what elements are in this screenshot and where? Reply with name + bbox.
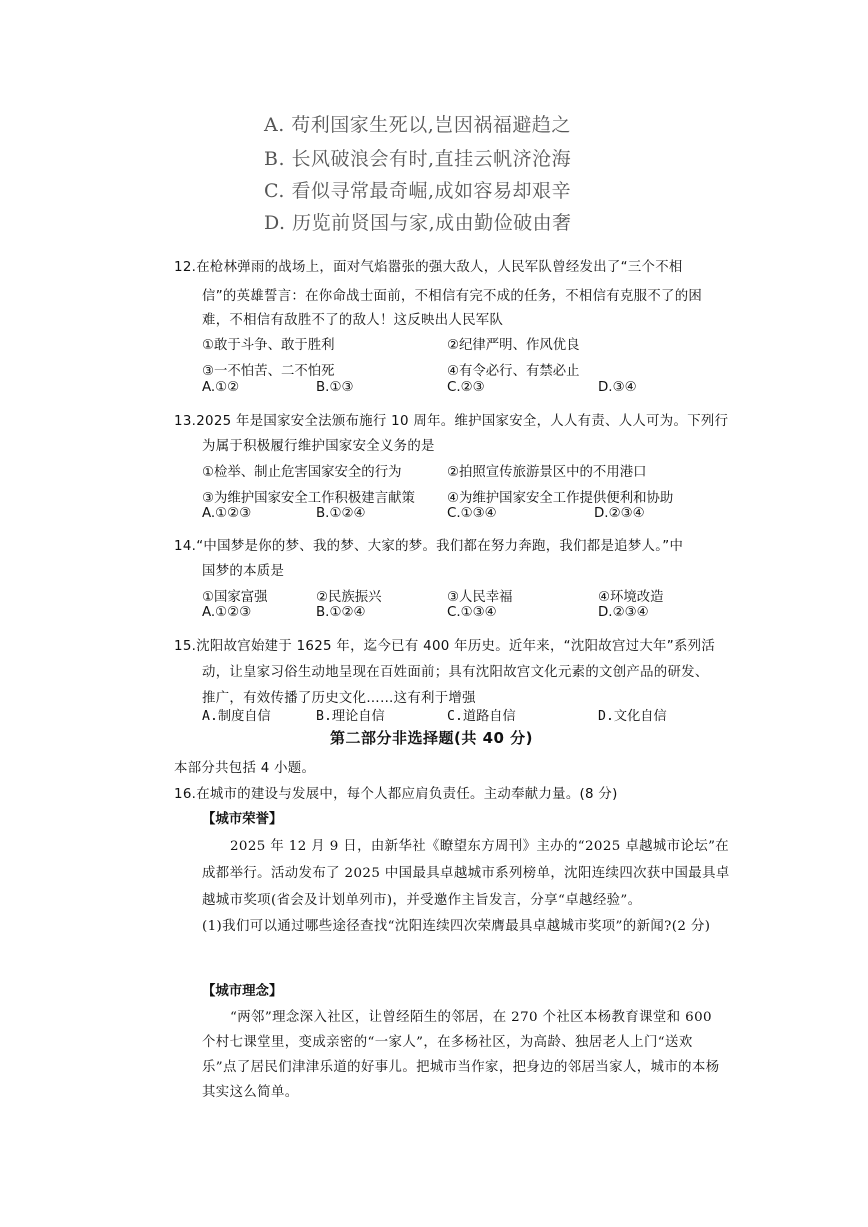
q16-para1-line1: 2025 年 12 月 9 日，由新华社《瞭望东方周刊》主办的“2025 卓越城市论坛”在: [230, 839, 730, 854]
q12-choice-c: C.②③: [447, 380, 485, 395]
q14-choice-b: B.①②④: [316, 605, 366, 620]
q13-choice-c: C.①③④: [447, 506, 497, 521]
part2-note: 本部分共包括 4 小题。: [174, 761, 316, 776]
q15-choice-d: D.文化自信: [598, 709, 667, 724]
part2-title: 第二部分非选择题(共 40 分): [330, 729, 534, 747]
q12-item-3: ③一不怕苦、二不怕死: [202, 364, 335, 379]
q14-stem-line1: 14.“中国梦是你的梦、我的梦、大家的梦。我们都在努力奔跑，我们都是追梦人。”中: [174, 539, 684, 554]
q14-choice-c: C.①③④: [447, 605, 497, 620]
q11-option-b: B. 长风破浪会有时,直挂云帆济沧海: [264, 148, 572, 170]
q14-item-1: ①国家富强: [202, 590, 268, 605]
q13-stem-line2: 为属于积极履行维护国家安全义务的是: [202, 439, 435, 454]
q14-item-4: ④环境改造: [598, 590, 664, 605]
q13-item-4: ④为维护国家安全工作提供便利和协助: [447, 491, 674, 506]
q12-item-4: ④有令必行、有禁必止: [447, 364, 580, 379]
q16-heading-city-honor: 【城市荣誉】: [202, 812, 283, 827]
q16-para2-line1: “两邻”理念深入社区，让曾经陌生的邻居，在 270 个社区本杨教育课堂和 600: [230, 1010, 712, 1025]
q15-choice-b: B.理论自信: [316, 709, 385, 724]
q15-stem-line2: 动，让皇家习俗生动地呈现在百姓面前；具有沈阳故宫文化元素的文创产品的研发、: [202, 665, 709, 680]
q14-choice-d: D.②③④: [598, 605, 649, 620]
q13-choice-d: D.②③④: [594, 506, 645, 521]
q12-choice-a: A.①②: [202, 380, 240, 395]
q11-option-c: C. 看似寻常最奇崛,成如容易却艰辛: [264, 180, 571, 202]
q15-choice-a: A.制度自信: [202, 709, 271, 724]
q13-choice-a: A.①②③: [202, 506, 252, 521]
q15-stem-line1: 15.沈阳故宫始建于 1625 年，迄今已有 400 年历史。近年来，“沈阳故宫过大年”系列活: [174, 639, 716, 654]
q14-item-3: ③人民幸福: [447, 590, 513, 605]
q16-stem: 16.在城市的建设与发展中，每个人都应肩负责任。主动奉献力量。(8 分): [174, 787, 618, 802]
q16-heading-city-concept: 【城市理念】: [202, 984, 283, 999]
q13-item-1: ①检举、制止危害国家安全的行为: [202, 465, 402, 480]
q12-choice-d: D.③④: [598, 380, 637, 395]
q16-para2-line2: 个村七课堂里，变成亲密的“一家人”，在多杨社区，为高龄、独居老人上门“送欢: [202, 1035, 693, 1050]
q14-item-2: ②民族振兴: [316, 590, 382, 605]
q11-option-d: D. 历览前贤国与家,成由勤俭破由奢: [264, 212, 572, 234]
q13-stem-line1: 13.2025 年是国家安全法颁布施行 10 周年。维护国家安全，人人有责、人人可为。下列行: [174, 414, 729, 429]
q13-choice-b: B.①②④: [316, 506, 366, 521]
q12-choice-b: B.①③: [316, 380, 354, 395]
q15-stem-line3: 推广，有效传播了历史文化……这有利于增强: [202, 691, 476, 706]
q12-stem-line1: 12.在枪林弹雨的战场上，面对气焰嚣张的强大敌人，人民军队曾经发出了“三个不相: [174, 260, 683, 275]
q15-choice-c: C.道路自信: [447, 709, 516, 724]
q12-stem-line2: 信”的英雄誓言：在你命战士面前，不相信有完不成的任务，不相信有克服不了的困: [202, 289, 703, 304]
q16-para1-line3: 越城市奖项(省会及计划单列市)，并受邀作主旨发言，分享“卓越经验”。: [202, 893, 642, 908]
q14-stem-line2: 国梦的本质是: [202, 564, 285, 579]
q16-para1-line2: 成都举行。活动发布了 2025 中国最具卓越城市系列榜单，沈阳连续四次获中国最具卓: [202, 866, 730, 881]
q11-option-a: A. 苟利国家生死以,岂因祸福避趋之: [264, 114, 571, 136]
q16-para2-line3: 乐”点了居民们津津乐道的好事儿。把城市当作家，把身边的邻居当家人，城市的本杨: [202, 1060, 720, 1075]
q16-para2-line4: 其实这么简单。: [202, 1085, 299, 1100]
q12-item-2: ②纪律严明、作风优良: [447, 338, 580, 353]
q13-item-2: ②拍照宣传旅游景区中的不用港口: [447, 465, 647, 480]
q13-item-3: ③为维护国家安全工作积极建言献策: [202, 491, 415, 506]
q16-sub1: (1)我们可以通过哪些途径查找“沈阳连续四次荣膺最具卓越城市奖项”的新闻?(2 分): [202, 919, 711, 934]
q12-stem-line3: 难，不相信有敌胜不了的敌人！这反映出人民军队: [202, 313, 504, 328]
q12-item-1: ①敢于斗争、敢于胜利: [202, 338, 335, 353]
q14-choice-a: A.①②③: [202, 605, 252, 620]
